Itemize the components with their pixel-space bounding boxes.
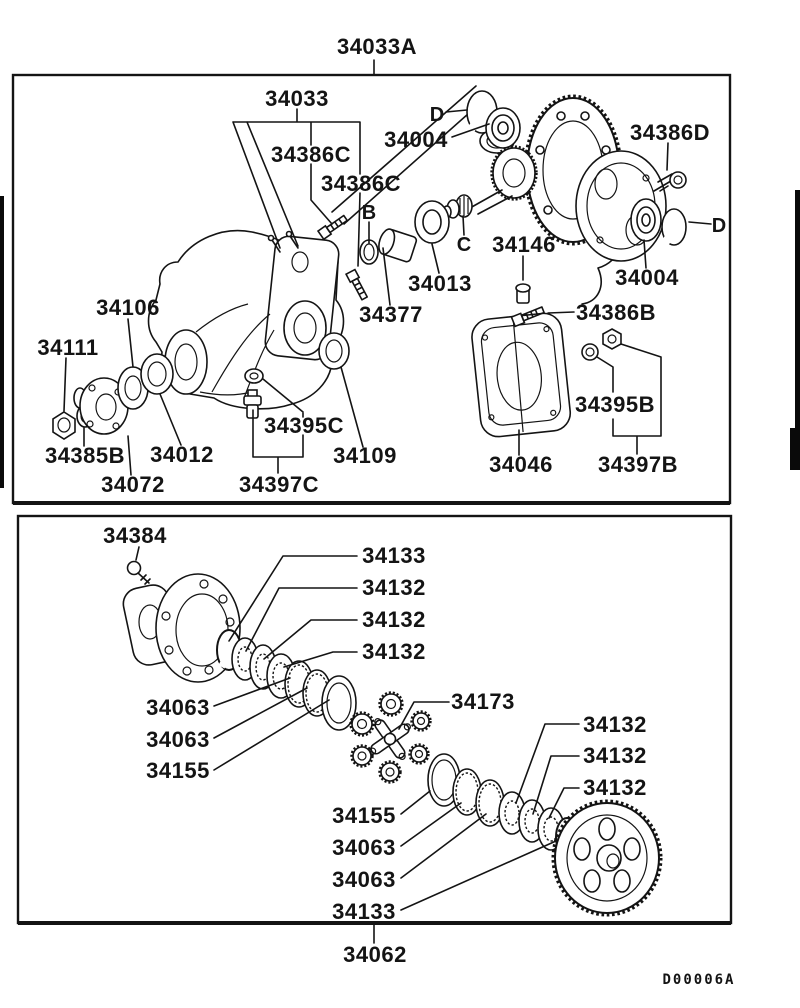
callout-34395b: 34395B: [574, 392, 656, 417]
callout-34063-c: 34063: [332, 835, 396, 860]
part-cover-34046: [470, 312, 572, 439]
part-final-gear: [554, 802, 660, 914]
callout-34173: 34173: [451, 689, 515, 714]
screw-thread: [138, 573, 150, 584]
callout-34384: 34384: [103, 523, 167, 548]
top-assembly-number: 34033A: [336, 34, 418, 59]
callout-34386b: 34386B: [575, 300, 657, 325]
bearing-bore: [498, 122, 508, 134]
part-rear-bearing-34013: [415, 201, 449, 243]
callout-34132-f: 34132: [583, 775, 647, 800]
scan-artifact-right-blob: [790, 428, 800, 470]
gear-body: [413, 713, 429, 729]
callout-34397b: 34397B: [597, 452, 679, 477]
callout-34385b: 34385B: [44, 443, 126, 468]
marker-b: B: [361, 202, 377, 224]
callout-34046: 34046: [489, 452, 553, 477]
bolt-hole: [544, 206, 552, 214]
callout-34111: 34111: [37, 335, 99, 360]
part-spider-cross-34173: [368, 717, 412, 761]
part-pinion-gear: [380, 693, 402, 715]
callout-34033: 34033: [265, 86, 329, 111]
callout-34133-top: 34133: [362, 543, 426, 568]
bolt-head: [670, 172, 686, 188]
part-pinion-gear: [352, 746, 372, 766]
callout-34109: 34109: [333, 443, 397, 468]
nut-hex: [603, 329, 621, 349]
nut-hex: [53, 412, 75, 439]
callout-34012: 34012: [150, 442, 214, 467]
spider-gear-cluster: [351, 693, 430, 782]
scan-artifact-left: [0, 196, 4, 488]
part-bolt-34386c-2: [346, 270, 369, 301]
callout-34397c: 34397C: [238, 472, 320, 497]
bolt-thread: [352, 278, 367, 299]
part-gasket-34395c: [245, 369, 263, 383]
pinion-gear-head: [493, 148, 535, 198]
part-pinion-gear: [351, 713, 373, 735]
spoke-hole: [584, 870, 600, 892]
callout-34063-b: 34063: [146, 727, 210, 752]
bearing-outer: [141, 354, 173, 394]
gear-body: [411, 746, 427, 762]
scan-artifact-right: [795, 190, 800, 468]
spoke-hole: [624, 838, 640, 860]
callout-34155-left: 34155: [146, 758, 210, 783]
bearing-inner: [423, 210, 441, 234]
callout-34155-bottom: 34155: [332, 803, 396, 828]
bolt-hole: [581, 112, 589, 120]
marker-d-left: D: [429, 104, 445, 126]
part-washer-34395b: [582, 344, 598, 360]
bolt-hole: [557, 112, 565, 120]
part-screw-34384: [128, 562, 151, 585]
callout-34013: 34013: [408, 271, 472, 296]
part-pinion-bearing-34004: [486, 108, 520, 148]
callout-34063-d: 34063: [332, 867, 396, 892]
part-side-seal-34109: [319, 333, 349, 369]
marker-c: C: [456, 234, 472, 256]
callout-34386c-1: 34386C: [270, 142, 352, 167]
plug-hex: [244, 396, 261, 405]
callout-34132-d: 34132: [583, 712, 647, 737]
gear-body: [352, 714, 372, 734]
spoke-hole: [614, 870, 630, 892]
spoke-hole: [574, 838, 590, 860]
stud-head: [287, 232, 292, 237]
part-snap-ring-right-d: [662, 209, 686, 245]
top-panel: [13, 60, 730, 503]
part-pinion-gear: [410, 745, 428, 763]
callout-34106: 34106: [96, 295, 160, 320]
callout-34386d: 34386D: [629, 120, 711, 145]
part-bolt-34386c-1: [318, 214, 348, 239]
callout-34377: 34377: [359, 302, 423, 327]
callout-34146: 34146: [492, 232, 556, 257]
gear-body: [381, 763, 399, 781]
gear-body: [381, 694, 401, 714]
part-front-bearing-34012: [141, 354, 173, 394]
gear-body: [353, 747, 371, 765]
part-spacer-34377: [376, 227, 417, 263]
part-nut-34111: [53, 412, 75, 439]
part-pinion-gear: [412, 712, 430, 730]
callout-34132-b: 34132: [362, 607, 426, 632]
plug-cap: [516, 284, 530, 292]
bolt-hole: [536, 146, 544, 154]
callout-34132-e: 34132: [583, 743, 647, 768]
part-plug-34146: [516, 284, 530, 303]
callout-34063-a: 34063: [146, 695, 210, 720]
drawing-code: D00006A: [662, 972, 736, 988]
spoke-hole: [599, 818, 615, 840]
callout-34386c-2: 34386C: [320, 171, 402, 196]
part-nut-34397b: [603, 329, 621, 349]
bottom-panel: [18, 516, 731, 924]
callout-34004-right: 34004: [615, 265, 679, 290]
callout-34004-left: 34004: [384, 127, 448, 152]
center-bore: [597, 845, 621, 871]
part-side-bearing-right-34004: [631, 199, 661, 241]
marker-d-right: D: [711, 215, 727, 237]
callout-34132-a: 34132: [362, 575, 426, 600]
part-drive-pinion: [443, 129, 536, 218]
callout-34072: 34072: [101, 472, 165, 497]
part-pinion-gear: [380, 762, 400, 782]
callout-34132-c: 34132: [362, 639, 426, 664]
bottom-assembly-number: 34062: [343, 942, 407, 967]
stud-head: [269, 236, 274, 241]
callout-34133-bottom: 34133: [332, 899, 396, 924]
callout-34395c: 34395C: [263, 413, 345, 438]
bearing-bore: [642, 214, 650, 226]
